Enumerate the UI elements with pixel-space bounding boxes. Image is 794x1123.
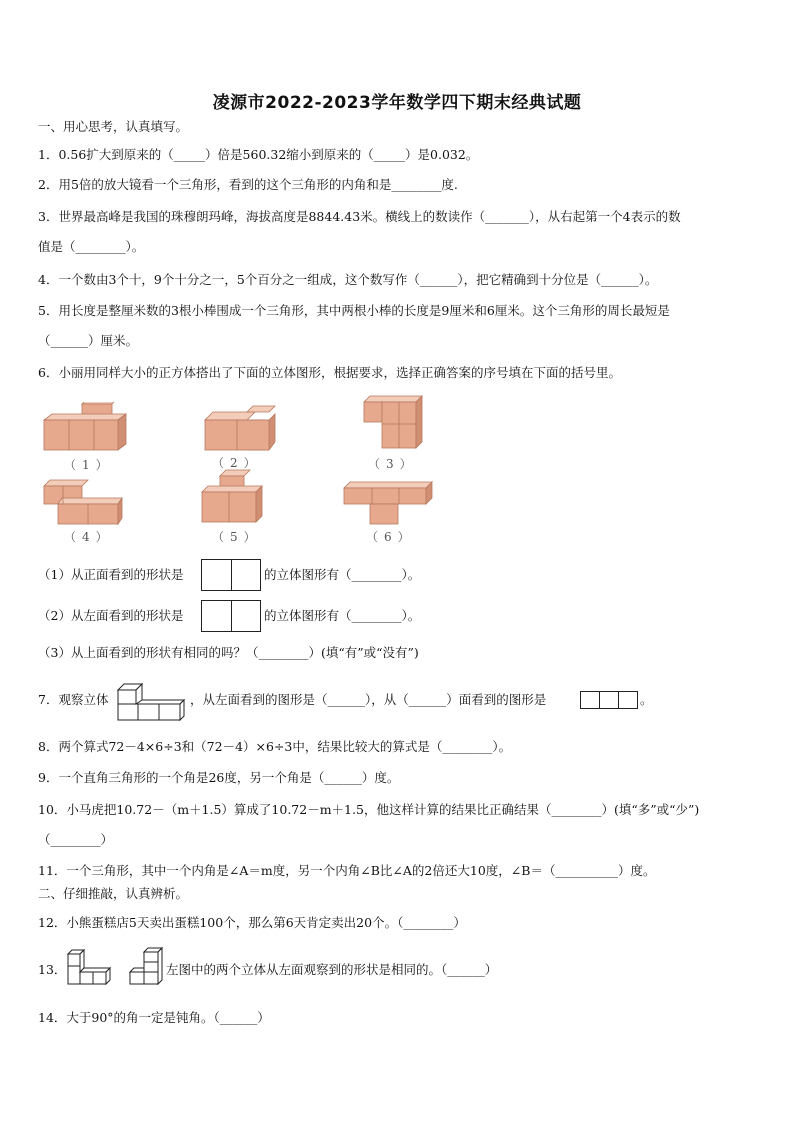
question-5-line-2: （______）厘米。 <box>38 333 139 348</box>
figure-2-label: （2） <box>212 456 262 470</box>
cube-figure-1 <box>42 402 132 452</box>
question-4: 4．一个数由3个十，9个十分之一，5个百分之一组成，这个数写作（______），把它精确到十分位是（______）。 <box>38 272 658 287</box>
question-13-text: 左图中的两个立体从左面观察到的形状是相同的。（______） <box>166 962 498 977</box>
section-2-heading: 二、仔细推敲，认真辨析。 <box>38 886 189 901</box>
cube-figure-6 <box>342 474 434 526</box>
figure-4-label: （4） <box>64 530 114 544</box>
front-view-shape <box>201 559 261 591</box>
question-6-3: （3）从上面看到的形状有相同的吗？（________）(填“有”或“没有”) <box>38 645 419 660</box>
question-6-2 <box>38 607 183 625</box>
figure-1-label: （1） <box>64 458 114 472</box>
q7-three-square-shape <box>580 691 638 709</box>
question-3-line-2: 值是（________）。 <box>38 239 145 254</box>
question-13-number: 13． <box>38 962 67 977</box>
figure-5-label: （5） <box>212 530 262 544</box>
question-6-2-prefix: （2）从左面看到的形状是 <box>38 608 184 623</box>
left-view-shape <box>201 600 261 632</box>
q7-solid-figure <box>116 676 186 724</box>
question-9: 9．一个直角三角形的一个角是26度，另一个角是（______）度。 <box>38 770 400 785</box>
question-8: 8．两个算式72－4×6÷3和（72－4）×6÷3中，结果比较大的算式是（________）。 <box>38 739 512 754</box>
question-10-line-1: 10．小马虎把10.72－（m＋1.5）算成了10.72－m＋1.5，他这样计算的结果比正确结果（________）(填“多”或“少”) <box>38 802 700 817</box>
question-6: 6．小丽用同样大小的正方体搭出了下面的立体图形，根据要求，选择正确答案的序号填在下面的括号里。 <box>38 365 621 380</box>
question-1: 1．0.56扩大到原来的（_____）倍是560.32缩小到原来的（_____）是0.032。 <box>38 147 479 162</box>
question-14: 14．大于90°的角一定是钝角。（______） <box>38 1010 270 1025</box>
question-5-line-1: 5．用长度是整厘米数的3根小棒围成一个三角形，其中两根小棒的长度是9厘米和6厘米。这个三角形的周长最短是 <box>38 303 670 318</box>
question-7-prefix: 7．观察立体 <box>38 692 109 707</box>
question-7-end: 。 <box>640 692 653 707</box>
question-2: 2．用5倍的放大镜看一个三角形，看到的这个三角形的内角和是________度. <box>38 177 458 192</box>
question-7-middle: ，从左面看到的图形是（______），从（______）面看到的图形是 <box>190 692 547 707</box>
cube-figure-3 <box>362 394 428 450</box>
figure-3-label: （3） <box>368 457 418 471</box>
question-11: 11．一个三角形，其中一个内角是∠A＝m度，另一个内角∠B比∠A的2倍还大10度，∠B＝（__________）度。 <box>38 863 656 878</box>
page-title: 凌源市2022-2023学年数学四下期末经典试题 <box>212 93 582 113</box>
question-6-1 <box>38 566 183 584</box>
section-1-heading: 一、用心思考，认真填写。 <box>38 119 189 134</box>
question-6-2-suffix: 的立体图形有（________）。 <box>264 608 421 623</box>
q13-solid-figure-a <box>66 948 112 988</box>
question-10-line-2: （________） <box>38 832 114 847</box>
question-6-1-prefix: （1）从正面看到的形状是 <box>38 567 184 582</box>
q13-solid-figure-b <box>126 946 166 988</box>
cube-figure-5 <box>200 466 266 526</box>
question-3-line-1: 3．世界最高峰是我国的珠穆朗玛峰，海拔高度是8844.43米。横线上的数读作（_______），从右起第一个4表示的数 <box>38 209 681 224</box>
question-12: 12．小熊蛋糕店5天卖出蛋糕100个，那么第6天肯定卖出20个。（________） <box>38 915 466 930</box>
cube-figure-4 <box>42 478 124 526</box>
question-6-1-suffix: 的立体图形有（________）。 <box>264 567 421 582</box>
cube-figure-2 <box>203 402 283 452</box>
figure-6-label: （6） <box>366 530 416 544</box>
